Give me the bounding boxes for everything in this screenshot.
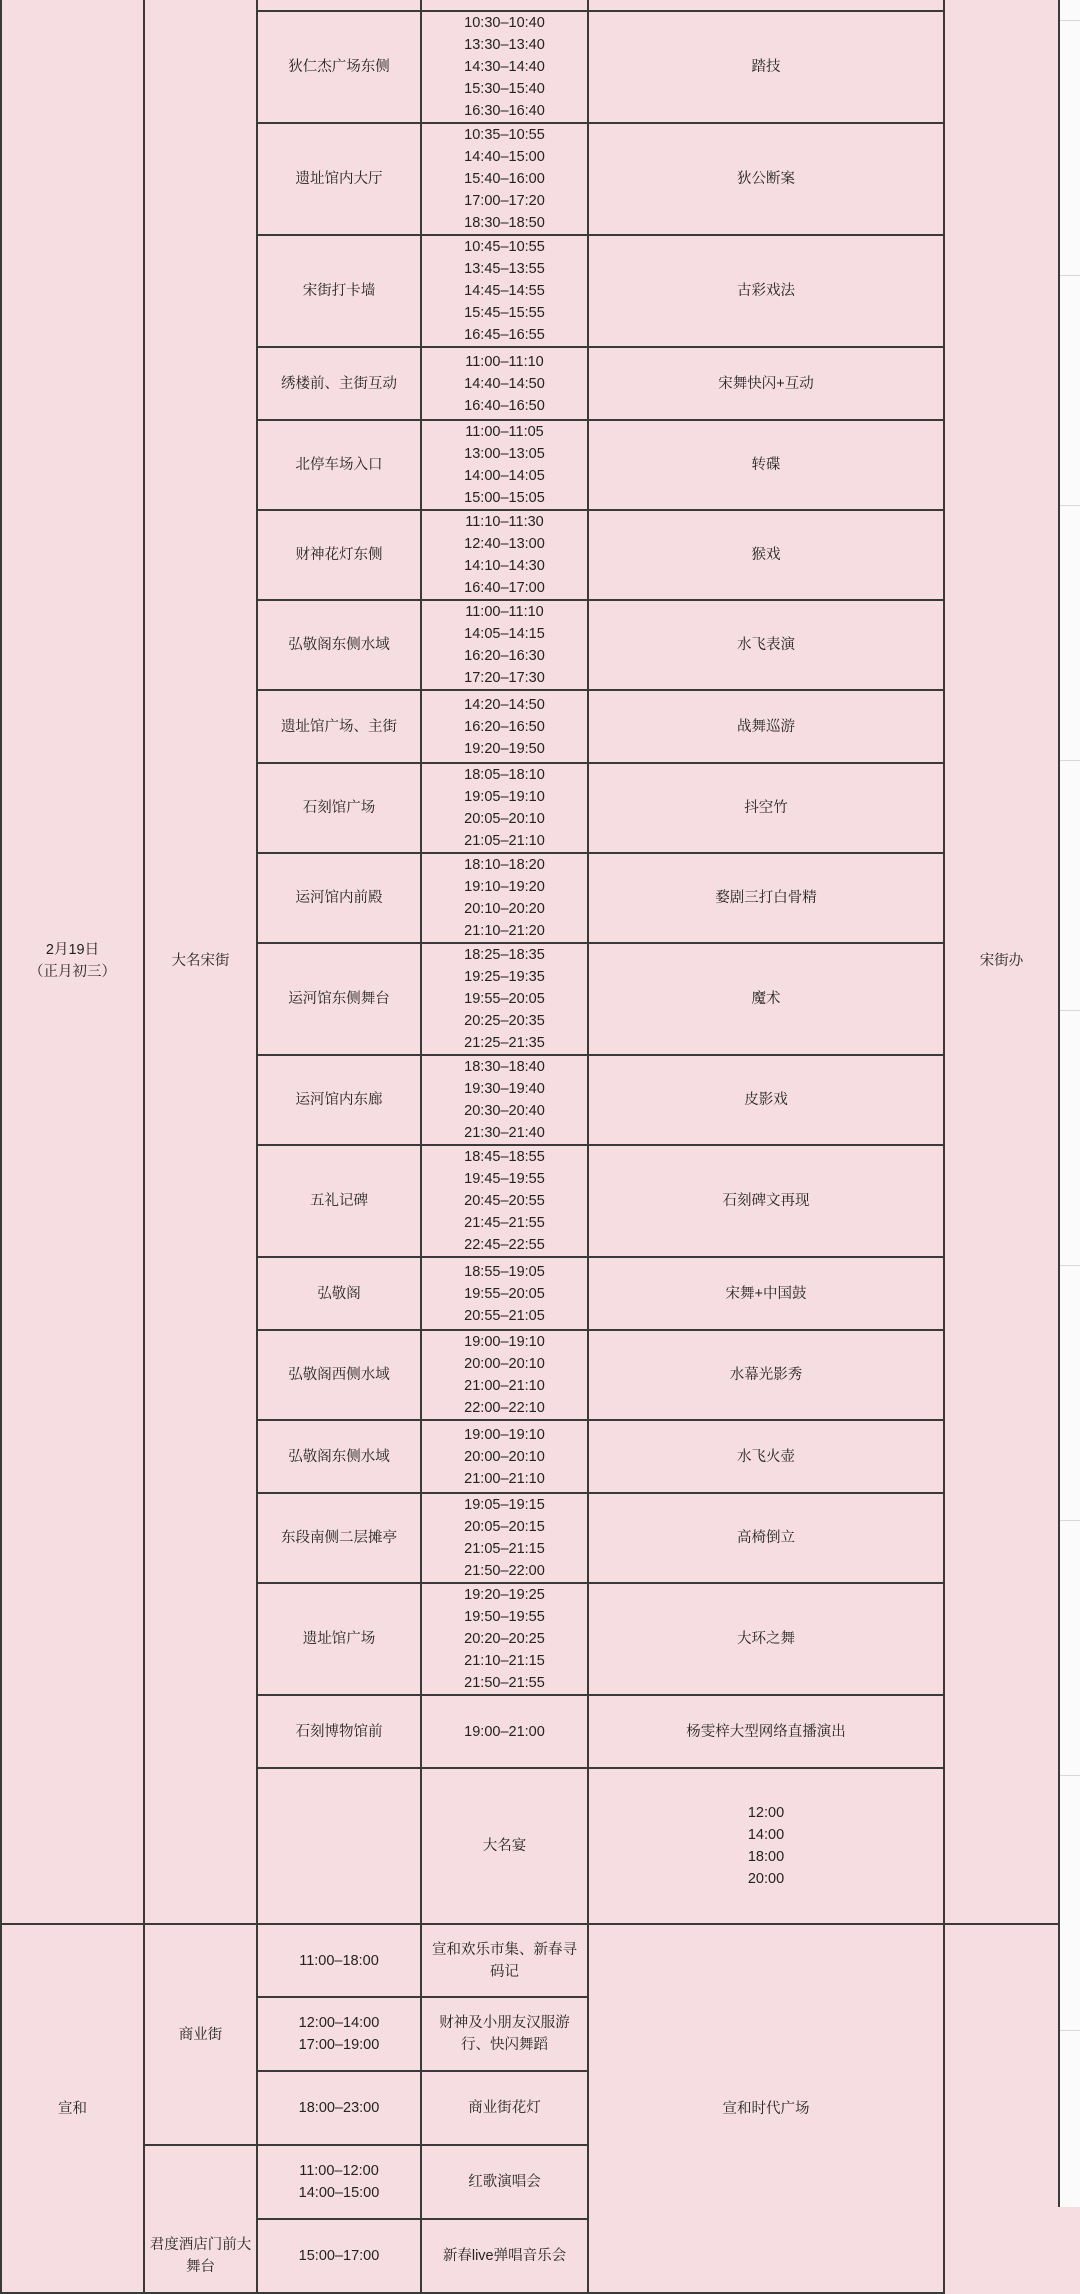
time-slot: 21:50–21:55 xyxy=(464,1675,545,1691)
time-slot: 21:45–21:55 xyxy=(464,1215,545,1231)
time-slot: 14:40–15:00 xyxy=(464,149,545,165)
time-slot: 18:10–18:20 xyxy=(464,857,545,873)
program-cell: 猴戏 xyxy=(588,510,944,600)
time-slot: 21:05–21:10 xyxy=(464,833,545,849)
location-cell: 遗址馆内大厅 xyxy=(257,123,421,235)
location-cell: 君度酒店门前大舞台 xyxy=(144,2145,257,2293)
time-cell xyxy=(421,690,588,763)
location-cell: 运河馆东侧舞台 xyxy=(257,943,421,1055)
lunar-date-label: （正月初三） xyxy=(29,963,116,980)
location-cell: 财神花灯东侧 xyxy=(257,510,421,600)
location-cell: 弘敬阁 xyxy=(257,1257,421,1330)
time-cell xyxy=(421,1330,588,1420)
time-slot: 16:20–16:30 xyxy=(464,648,545,664)
program-cell: 古彩戏法 xyxy=(588,235,944,347)
time-slot: 11:00–11:10 xyxy=(465,353,544,370)
location-cell xyxy=(257,0,421,11)
location-cell: 遗址馆广场、主街 xyxy=(257,690,421,763)
time-cell xyxy=(421,0,588,11)
program-cell: 水飞表演 xyxy=(588,600,944,690)
time-cell xyxy=(421,1695,588,1768)
time-slot: 20:30–20:40 xyxy=(464,1103,545,1119)
program-cell xyxy=(588,0,944,11)
table-row xyxy=(1,0,1059,11)
time-slot: 13:30–13:40 xyxy=(464,37,545,53)
time-slot: 17:00–19:00 xyxy=(298,2037,380,2053)
time-slot: 14:05–14:15 xyxy=(464,626,545,642)
program-cell: 踏技 xyxy=(588,11,944,123)
time-slot: 18:30–18:40 xyxy=(464,1059,545,1075)
time-slot: 19:30–19:40 xyxy=(464,1081,545,1097)
time-slot: 10:35–10:55 xyxy=(464,127,545,143)
time-cell xyxy=(257,2219,421,2293)
time-cell xyxy=(257,1997,421,2071)
time-slot: 21:10–21:15 xyxy=(464,1653,545,1669)
time-slot: 10:45–10:55 xyxy=(464,239,545,255)
program-cell: 水飞火壶 xyxy=(588,1420,944,1493)
time-slot: 16:30–16:40 xyxy=(464,103,545,119)
time-slot: 20:25–20:35 xyxy=(464,1013,545,1029)
location-cell: 狄仁杰广场东侧 xyxy=(257,11,421,123)
time-slot: 19:45–19:55 xyxy=(464,1171,545,1187)
venue-cell: 宣和 xyxy=(1,1924,144,2293)
adjacent-column-strip xyxy=(1058,0,1080,2207)
time-slot: 20:10–20:20 xyxy=(464,901,545,917)
time-slot: 11:00–12:00 xyxy=(299,2163,379,2179)
time-slot: 14:10–14:30 xyxy=(464,558,545,574)
time-cell xyxy=(257,1924,421,1997)
time-slot: 19:55–20:05 xyxy=(464,1285,545,1302)
time-slot: 10:30–10:40 xyxy=(464,15,545,31)
location-cell: 商业街 xyxy=(144,1924,257,2145)
time-slot: 14:00–14:05 xyxy=(464,468,545,484)
location-cell: 五礼记碑 xyxy=(257,1145,421,1257)
program-cell: 高椅倒立 xyxy=(588,1493,944,1583)
venue-cell xyxy=(257,1768,421,1924)
program-cell: 红歌演唱会 xyxy=(421,2145,588,2219)
time-slot: 13:45–13:55 xyxy=(464,261,545,277)
time-slot: 19:20–19:50 xyxy=(464,740,545,757)
location-cell: 弘敬阁西侧水域 xyxy=(257,1330,421,1420)
time-slot: 18:30–18:50 xyxy=(464,215,545,231)
program-cell: 商业街花灯 xyxy=(421,2071,588,2145)
time-cell xyxy=(421,1583,588,1695)
program-cell: 宋舞+中国鼓 xyxy=(588,1257,944,1330)
time-slot: 20:05–20:10 xyxy=(464,811,545,827)
location-cell: 遗址馆广场 xyxy=(257,1583,421,1695)
date-cell xyxy=(1,0,144,1924)
time-slot: 21:25–21:35 xyxy=(464,1035,545,1051)
time-slot: 11:00–11:10 xyxy=(465,604,544,620)
program-cell: 狄公断案 xyxy=(588,123,944,235)
location-cell: 弘敬阁东侧水域 xyxy=(257,1420,421,1493)
time-slot: 18:05–18:10 xyxy=(464,767,545,783)
time-cell xyxy=(421,1055,588,1145)
program-cell: 婺剧三打白骨精 xyxy=(588,853,944,943)
time-slot: 20:55–21:05 xyxy=(464,1307,545,1324)
time-slot: 15:00–17:00 xyxy=(298,2248,380,2264)
time-slot: 14:00 xyxy=(747,1827,785,1843)
time-cell xyxy=(421,123,588,235)
time-slot: 11:10–11:30 xyxy=(465,514,544,530)
time-slot: 20:00–20:10 xyxy=(464,1448,545,1465)
time-cell xyxy=(421,510,588,600)
time-slot: 12:00 xyxy=(747,1805,785,1821)
time-slot: 19:25–19:35 xyxy=(464,969,545,985)
time-slot: 19:00–21:00 xyxy=(464,1723,545,1740)
time-cell xyxy=(421,853,588,943)
location-cell: 弘敬阁东侧水域 xyxy=(257,600,421,690)
time-slot: 15:45–15:55 xyxy=(464,305,545,321)
time-slot: 18:25–18:35 xyxy=(464,947,545,963)
time-slot: 11:00–11:05 xyxy=(465,424,544,440)
time-slot: 19:50–19:55 xyxy=(464,1609,545,1625)
program-cell: 石刻碑文再现 xyxy=(588,1145,944,1257)
time-slot: 18:00–23:00 xyxy=(298,2100,380,2116)
time-slot: 20:05–20:15 xyxy=(464,1519,545,1535)
program-cell: 宋舞快闪+互动 xyxy=(588,347,944,420)
time-slot: 20:00–20:10 xyxy=(464,1356,545,1372)
time-cell xyxy=(421,943,588,1055)
time-slot: 19:20–19:25 xyxy=(464,1587,545,1603)
time-cell xyxy=(588,1768,944,1924)
location-cell: 北停车场入口 xyxy=(257,420,421,510)
time-slot: 19:10–19:20 xyxy=(464,879,545,895)
program-cell: 财神及小朋友汉服游行、快闪舞蹈 xyxy=(421,1997,588,2071)
time-slot: 20:45–20:55 xyxy=(464,1193,545,1209)
time-slot: 18:55–19:05 xyxy=(464,1263,545,1280)
time-cell xyxy=(421,1257,588,1330)
time-cell xyxy=(257,2145,421,2219)
time-slot: 16:45–16:55 xyxy=(464,327,545,343)
time-slot: 19:00–19:10 xyxy=(464,1334,545,1350)
time-cell xyxy=(421,420,588,510)
time-slot: 19:05–19:10 xyxy=(464,789,545,805)
location-cell: 宋街打卡墙 xyxy=(257,235,421,347)
time-slot: 14:45–14:55 xyxy=(464,283,545,299)
program-cell: 大环之舞 xyxy=(588,1583,944,1695)
time-slot: 14:00–15:00 xyxy=(298,2185,380,2201)
time-slot: 18:45–18:55 xyxy=(464,1149,545,1165)
time-slot: 21:50–22:00 xyxy=(464,1563,545,1579)
time-cell xyxy=(421,1145,588,1257)
location-cell: 石刻馆广场 xyxy=(257,763,421,853)
time-slot: 17:00–17:20 xyxy=(464,193,545,209)
time-slot: 14:30–14:40 xyxy=(464,59,545,75)
time-slot: 16:40–16:50 xyxy=(464,397,545,414)
location-cell: 东段南侧二层摊亭 xyxy=(257,1493,421,1583)
time-slot: 13:00–13:05 xyxy=(464,446,545,462)
program-cell: 转碟 xyxy=(588,420,944,510)
program-cell: 新春live弹唱音乐会 xyxy=(421,2219,588,2293)
time-slot: 20:20–20:25 xyxy=(464,1631,545,1647)
program-cell: 杨雯梓大型网络直播演出 xyxy=(588,1695,944,1768)
time-slot: 21:05–21:15 xyxy=(464,1541,545,1557)
date-label: 2月19日 xyxy=(45,941,100,958)
time-slot: 19:55–20:05 xyxy=(464,991,545,1007)
time-slot: 14:40–14:50 xyxy=(464,375,545,392)
location-cell: 大名宴 xyxy=(421,1768,588,1924)
time-slot: 21:30–21:40 xyxy=(464,1125,545,1141)
time-slot: 15:30–15:40 xyxy=(464,81,545,97)
time-slot: 18:00 xyxy=(747,1849,785,1865)
organizer-cell: 宋街办 xyxy=(944,0,1059,1924)
time-slot: 20:00 xyxy=(747,1871,785,1887)
time-cell xyxy=(421,1493,588,1583)
table-row xyxy=(1,1924,1059,1997)
time-cell xyxy=(421,763,588,853)
location-cell: 绣楼前、主街互动 xyxy=(257,347,421,420)
time-slot: 19:05–19:15 xyxy=(464,1497,545,1513)
time-slot: 12:00–14:00 xyxy=(298,2015,380,2031)
time-slot: 17:20–17:30 xyxy=(464,670,545,686)
program-cell: 水幕光影秀 xyxy=(588,1330,944,1420)
location-cell: 石刻博物馆前 xyxy=(257,1695,421,1768)
time-slot: 21:00–21:10 xyxy=(464,1470,545,1487)
time-cell xyxy=(421,347,588,420)
time-slot: 12:40–13:00 xyxy=(464,536,545,552)
program-cell: 皮影戏 xyxy=(588,1055,944,1145)
program-cell: 宣和欢乐市集、新春寻码记 xyxy=(421,1924,588,1997)
location-cell: 运河馆内前殿 xyxy=(257,853,421,943)
time-slot: 21:10–21:20 xyxy=(464,923,545,939)
program-cell: 抖空竹 xyxy=(588,763,944,853)
time-cell xyxy=(421,235,588,347)
organizer-cell: 宣和时代广场 xyxy=(588,1924,944,2293)
time-cell xyxy=(257,2071,421,2145)
venue-cell: 大名宋街 xyxy=(144,0,257,1924)
time-cell xyxy=(421,600,588,690)
time-slot: 15:40–16:00 xyxy=(464,171,545,187)
program-cell: 魔术 xyxy=(588,943,944,1055)
time-slot: 14:20–14:50 xyxy=(464,696,545,713)
time-cell xyxy=(421,11,588,123)
time-slot: 19:00–19:10 xyxy=(464,1426,545,1443)
time-cell xyxy=(421,1420,588,1493)
time-slot: 16:40–17:00 xyxy=(464,580,545,596)
time-slot: 11:00–18:00 xyxy=(299,1952,379,1969)
time-slot: 21:00–21:10 xyxy=(464,1378,545,1394)
location-cell: 运河馆内东廊 xyxy=(257,1055,421,1145)
time-slot: 22:00–22:10 xyxy=(464,1400,545,1416)
program-cell: 战舞巡游 xyxy=(588,690,944,763)
time-slot: 16:20–16:50 xyxy=(464,718,545,735)
time-slot: 22:45–22:55 xyxy=(464,1237,545,1253)
time-slot: 15:00–15:05 xyxy=(464,490,545,506)
